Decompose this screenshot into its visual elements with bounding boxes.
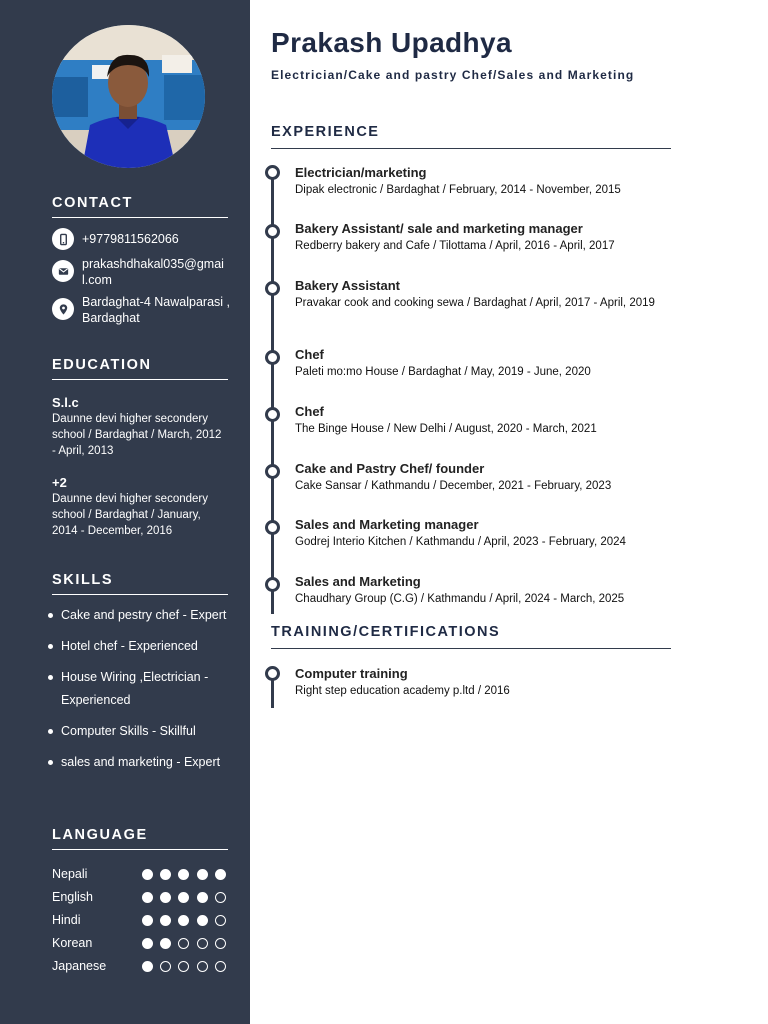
experience-title: Chef: [295, 404, 324, 419]
experience-entry: [295, 517, 675, 549]
level-dot-filled: [142, 915, 153, 926]
experience-title: Bakery Assistant: [295, 278, 401, 293]
level-dot-filled: [215, 869, 226, 880]
avatar: [52, 25, 205, 168]
language-level-dots: [135, 938, 226, 949]
skill-item: Cake and pestry chef - Expert: [48, 604, 238, 627]
level-dot-filled: [142, 938, 153, 949]
contact-heading: CONTACT: [52, 195, 228, 218]
experience-details: Paleti mo:mo House / Bardaghat / May, 2019 - June, 2020: [295, 366, 591, 378]
timeline-marker: [265, 281, 280, 296]
level-dot-filled: [178, 915, 189, 926]
phone-text: +9779811562066: [82, 232, 179, 246]
skill-item: sales and marketing - Expert: [48, 751, 238, 774]
experience-details: Dipak electronic / Bardaghat / February, 2014 - November, 2015: [295, 184, 621, 196]
email-text: prakashdhakal035@gmail.com: [82, 257, 224, 287]
experience-details: Pravakar cook and cooking sewa / Bardaghat / April, 2017 - April, 2019: [295, 297, 655, 309]
timeline-marker: [265, 350, 280, 365]
timeline-marker: [265, 520, 280, 535]
level-dot-filled: [142, 961, 153, 972]
profile-photo: [52, 25, 205, 168]
experience-entry: [295, 461, 675, 493]
language-level-dots: [135, 915, 226, 926]
experience-entry: [295, 278, 675, 310]
education-details: Daunne devi higher secondery school / Bardaghat / March, 2012 - April, 2013: [52, 413, 222, 457]
experience-details: The Binge House / New Delhi / August, 2020 - March, 2021: [295, 423, 597, 435]
training-title: Computer training: [295, 666, 408, 681]
experience-details: Cake Sansar / Kathmandu / December, 2021 - February, 2023: [295, 480, 612, 492]
language-name: Japanese: [52, 959, 107, 973]
phone-icon: [52, 228, 74, 250]
sidebar: [0, 0, 250, 1024]
contact-address: [52, 294, 232, 326]
language-name: Nepali: [52, 867, 88, 881]
language-name: Korean: [52, 936, 93, 950]
language-row: [52, 911, 232, 929]
candidate-title: Electrician/Cake and pastry Chef/Sales and Marketing: [271, 68, 635, 82]
level-dot-filled: [160, 938, 171, 949]
education-title: +2: [52, 475, 67, 490]
location-pin-icon: [52, 298, 74, 320]
experience-title: Electrician/marketing: [295, 165, 427, 180]
timeline-marker: [265, 224, 280, 239]
skills-heading: SKILLS: [52, 572, 228, 595]
language-level-dots: [135, 961, 226, 972]
experience-entry: [295, 165, 675, 197]
level-dot-filled: [142, 892, 153, 903]
experience-heading: EXPERIENCE: [271, 124, 671, 149]
training-entry: [295, 666, 675, 698]
education-title: S.l.c: [52, 395, 79, 410]
experience-title: Bakery Assistant/ sale and marketing manager: [295, 221, 583, 236]
experience-details: Godrej Interio Kitchen / Kathmandu / April, 2023 - February, 2024: [295, 536, 626, 548]
training-heading: TRAINING/CERTIFICATIONS: [271, 624, 671, 649]
address-text: Bardaghat-4 Nawalparasi , Bardaghat: [82, 295, 230, 325]
level-dot-filled: [160, 892, 171, 903]
level-dot-filled: [197, 892, 208, 903]
timeline-marker: [265, 407, 280, 422]
skill-item: Hotel chef - Experienced: [48, 635, 238, 658]
experience-entry: [295, 574, 675, 606]
level-dot-empty: [215, 961, 226, 972]
language-level-dots: [135, 892, 226, 903]
skill-item: House Wiring ,Electrician - Experienced: [48, 666, 238, 712]
experience-entry: [295, 404, 675, 436]
timeline-marker: [265, 165, 280, 180]
language-row: [52, 934, 232, 952]
level-dot-empty: [178, 961, 189, 972]
experience-details: Chaudhary Group (C.G) / Kathmandu / April, 2024 - March, 2025: [295, 593, 625, 605]
candidate-name: Prakash Upadhya: [271, 27, 512, 58]
experience-entry: [295, 347, 675, 379]
level-dot-filled: [178, 869, 189, 880]
language-name: English: [52, 890, 93, 904]
language-row: [52, 888, 232, 906]
level-dot-filled: [160, 869, 171, 880]
experience-title: Chef: [295, 347, 324, 362]
training-details: Right step education academy p.ltd / 2016: [295, 685, 510, 697]
experience-title: Sales and Marketing manager: [295, 517, 479, 532]
level-dot-filled: [178, 892, 189, 903]
experience-details: Redberry bakery and Cafe / Tilottama / April, 2016 - April, 2017: [295, 240, 615, 252]
timeline-marker: [265, 577, 280, 592]
contact-phone: [52, 228, 232, 250]
contact-email: [52, 256, 232, 288]
email-icon: [52, 260, 74, 282]
language-row: [52, 865, 232, 883]
level-dot-filled: [160, 915, 171, 926]
language-level-dots: [135, 869, 226, 880]
level-dot-filled: [197, 915, 208, 926]
language-heading: LANGUAGE: [52, 827, 228, 850]
experience-title: Cake and Pastry Chef/ founder: [295, 461, 485, 476]
language-row: [52, 957, 232, 975]
level-dot-empty: [197, 938, 208, 949]
level-dot-empty: [215, 915, 226, 926]
level-dot-empty: [160, 961, 171, 972]
level-dot-filled: [197, 869, 208, 880]
timeline-marker: [265, 666, 280, 681]
timeline-marker: [265, 464, 280, 479]
skill-item: Computer Skills - Skillful: [48, 720, 238, 743]
skills-list: [48, 604, 238, 782]
education-details: Daunne devi higher secondery school / Bardaghat / January, 2014 - December, 2016: [52, 493, 208, 537]
education-heading: EDUCATION: [52, 357, 228, 380]
level-dot-empty: [197, 961, 208, 972]
level-dot-empty: [215, 892, 226, 903]
level-dot-empty: [178, 938, 189, 949]
level-dot-filled: [142, 869, 153, 880]
language-name: Hindi: [52, 913, 81, 927]
experience-entry: [295, 221, 675, 253]
level-dot-empty: [215, 938, 226, 949]
experience-title: Sales and Marketing: [295, 574, 421, 589]
